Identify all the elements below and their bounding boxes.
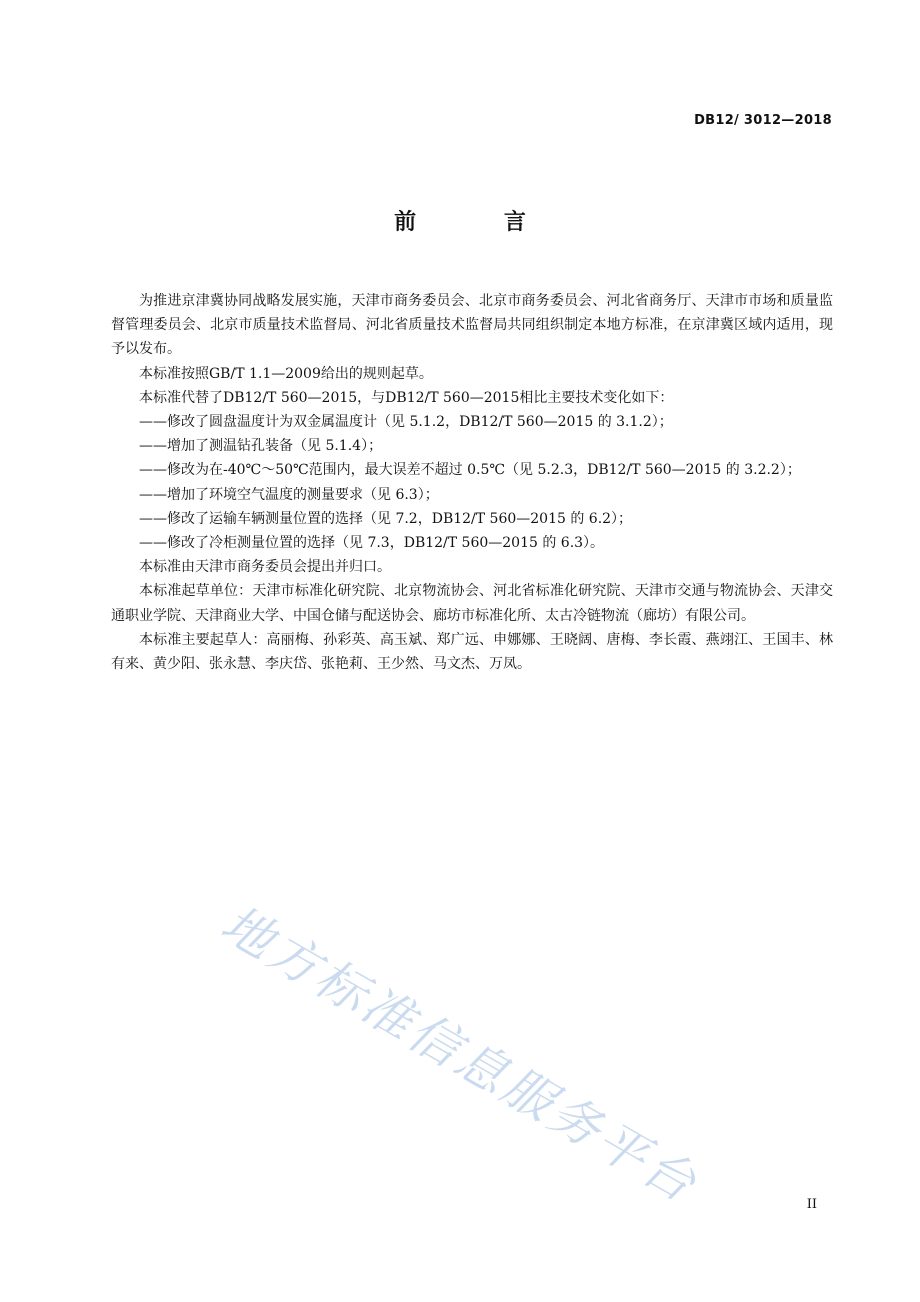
page-title: 前 言	[394, 210, 566, 235]
change-item: ——修改为在-40℃～50℃范围内，最大误差不超过 0.5℃（见 5.2.3，DB12/T 560—2015 的 3.2.2）；	[139, 462, 801, 479]
paragraph-proposer: 本标准由天津市商务委员会提出并归口。	[139, 559, 391, 576]
watermark: 地方标准信息服务平台	[211, 894, 709, 1215]
paragraph-drafters: 本标准主要起草人：高丽梅、孙彩英、高玉斌、郑广远、申娜娜、王晓阔、唐梅、李长霞、燕翊江、王国丰、林有来、黄少阳、张永慧、李庆岱、张艳莉、王少然、马文杰、万凤。	[111, 631, 833, 673]
standard-code: DB12/ 3012—2018	[694, 113, 832, 128]
page-number: II	[806, 1197, 817, 1212]
foreword-body	[111, 289, 833, 676]
paragraph-replaces: 本标准代替了DB12/T 560—2015，与DB12/T 560—2015相比主要技术变化如下：	[139, 389, 674, 406]
change-item: ——增加了测温钻孔装备（见 5.1.4）；	[139, 438, 383, 455]
paragraph-purpose: 为推进京津冀协同战略发展实施，天津市商务委员会、北京市商务委员会、河北省商务厅、天津市市场和质量监督管理委员会、北京市质量技术监督局、河北省质量技术监督局共同组织制定本地方标准，在京津冀区域内适用，现予以发布。	[111, 293, 833, 358]
change-item: ——修改了圆盘温度计为双金属温度计（见 5.1.2，DB12/T 560—2015 的 3.1.2）；	[139, 414, 673, 431]
change-item: ——修改了运输车辆测量位置的选择（见 7.2，DB12/T 560—2015 的 6.2）；	[139, 510, 633, 527]
paragraph-drafting-units: 本标准起草单位：天津市标准化研究院、北京物流协会、河北省标准化研究院、天津市交通与物流协会、天津交通职业学院、天津商业大学、中国仓储与配送协会、廊坊市标准化所、太古冷链物流（廊坊）有限公司。	[111, 583, 833, 624]
paragraph-drafting-rules: 本标准按照GB/T 1.1—2009给出的规则起草。	[139, 365, 433, 382]
change-item: ——修改了冷柜测量位置的选择（见 7.3，DB12/T 560—2015 的 6.3）。	[139, 535, 605, 552]
change-item: ——增加了环境空气温度的测量要求（见 6.3）；	[139, 486, 439, 503]
